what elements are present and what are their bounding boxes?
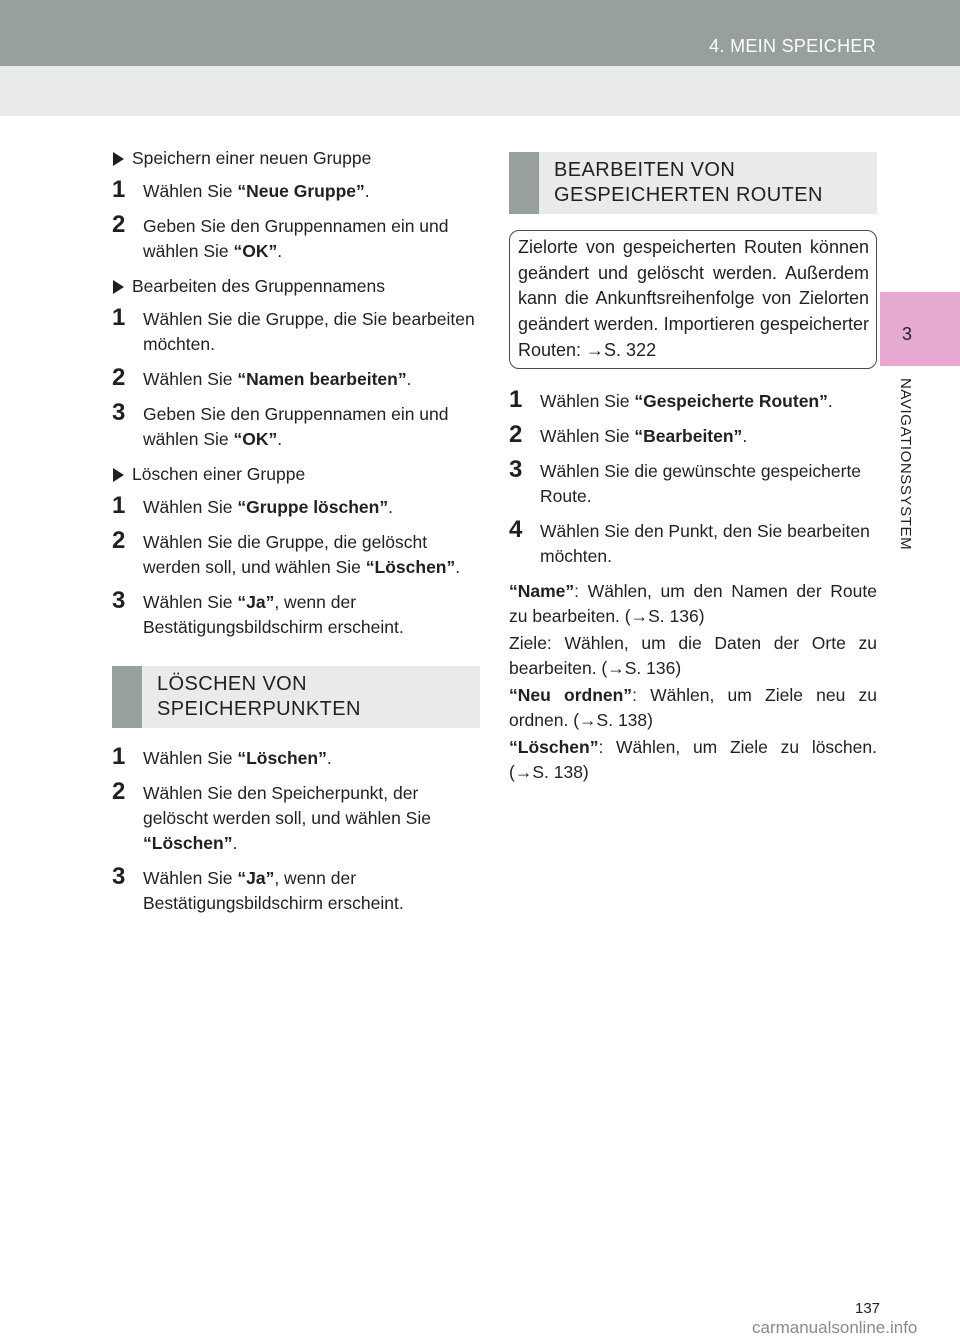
header-subband <box>0 66 960 116</box>
triangle-bullet-icon <box>113 152 124 166</box>
step-2: 2 Geben Sie den Gruppennamen ein und wählen Sie “OK”. <box>112 211 449 261</box>
left-column <box>112 146 480 926</box>
step-1: 1 Wählen Sie “Löschen”. <box>112 743 332 770</box>
step-2: 2 Wählen Sie den Speicherpunkt, der gelöscht werden soll, und wählen Sie “Löschen”. <box>112 778 431 853</box>
section-heading-edit-saved-routes: BEARBEITEN VON GESPEICHERTEN ROUTEN <box>509 152 877 214</box>
chapter-tab-number: 3 <box>901 324 912 344</box>
step-3: 3 Wählen Sie “Ja”, wenn der Bestätigungsbildschirm erscheint. <box>112 863 404 913</box>
section-heading-delete-memory-points: LÖSCHEN VON SPEICHERPUNKTEN <box>112 666 480 728</box>
chapter-tab-label: NAVIGATIONSSYSTEM <box>897 378 914 551</box>
step-2: 2 Wählen Sie “Bearbeiten”. <box>509 420 748 448</box>
step-3: 3 Geben Sie den Gruppennamen ein und wählen Sie “OK”. <box>112 399 449 449</box>
step-3: 3 Wählen Sie die gewünschte gespeicherte Route. <box>509 455 862 506</box>
option-destinations: Ziele: Wählen, um die Daten der Orte zu bearbeiten. (→S. 136) <box>509 632 877 678</box>
page-number: 137 <box>855 1300 881 1317</box>
right-column <box>509 152 877 787</box>
step-1: 1 Wählen Sie die Gruppe, die Sie bearbeiten möchten. <box>112 304 475 354</box>
step-2: 2 Wählen Sie die Gruppe, die gelöscht werden soll, und wählen Sie “Löschen”. <box>112 527 461 577</box>
step-1: 1 Wählen Sie “Gruppe löschen”. <box>112 492 393 519</box>
option-name: “Name”: Wählen, um den Namen der Route zu bearbeiten. (→S. 136) <box>509 580 877 626</box>
step-1: 1 Wählen Sie “Gespeicherte Routen”. <box>509 385 833 413</box>
subheading-delete-group: Löschen einer Gruppe <box>112 462 480 487</box>
triangle-bullet-icon <box>113 280 124 294</box>
option-reorder: “Neu ordnen”: Wählen, um Ziele neu zu ordnen. (→S. 138) <box>509 684 877 730</box>
subheading-new-group: Speichern einer neuen Gruppe <box>112 146 480 171</box>
triangle-bullet-icon <box>113 468 124 482</box>
step-4: 4 Wählen Sie den Punkt, den Sie bearbeiten möchten. <box>509 515 870 566</box>
info-box: Zielorte von gespeicherten Routen können geändert und gelöscht werden. Außerdem kann die Ankunftsreihenfolge von Zielorten geändert werden. Importieren gespeicherter Routen: →S. 322 <box>509 230 877 369</box>
step-1: 1 Wählen Sie “Neue Gruppe”. <box>112 176 370 203</box>
step-3: 3 Wählen Sie “Ja”, wenn der Bestätigungsbildschirm erscheint. <box>112 587 404 637</box>
subheading-edit-group-name: Bearbeiten des Gruppennamens <box>112 274 480 299</box>
chapter-title: 4. MEIN SPEICHER <box>709 36 876 56</box>
option-delete: “Löschen”: Wählen, um Ziele zu löschen. (→S. 138) <box>509 736 877 782</box>
step-2: 2 Wählen Sie “Namen bearbeiten”. <box>112 364 412 391</box>
watermark: carmanualsonline.info <box>752 1318 918 1337</box>
